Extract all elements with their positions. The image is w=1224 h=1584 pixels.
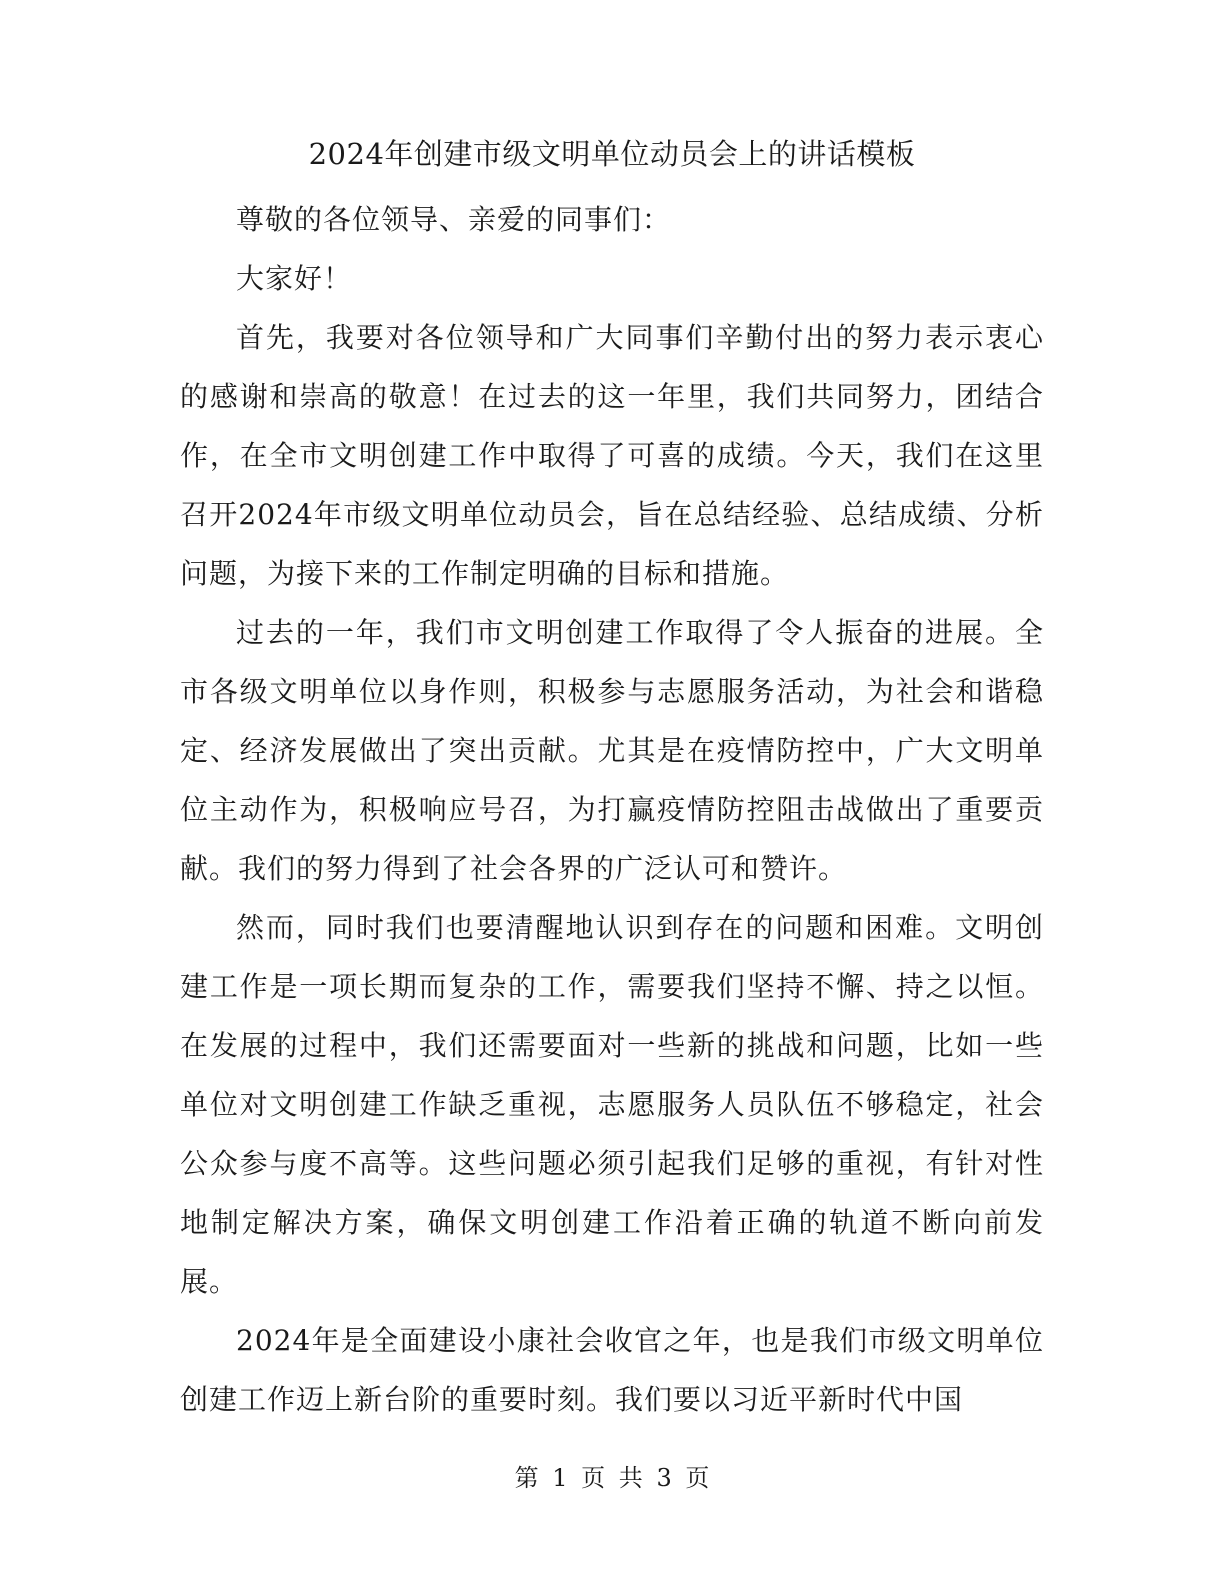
page-footer: 第 1 页 共 3 页 bbox=[514, 1464, 710, 1492]
paragraph-progress: 过去的一年，我们市文明创建工作取得了令人振奋的进展。全市各级文明单位以身作则，积极参与志愿服务活动，为社会和谐稳定、经济发展做出了突出贡献。尤其是在疫情防控中，广大文明单位主动作为，积极响应号召，为打赢疫情防控阻击战做出了重要贡献。我们的努力得到了社会各界的广泛认可和赞许。 bbox=[180, 616, 1044, 885]
document-title: 2024年创建市级文明单位动员会上的讲话模板 bbox=[308, 137, 916, 171]
paragraph-2024-goals: 2024年是全面建设小康社会收官之年，也是我们市级文明单位创建工作迈上新台阶的重要时刻。我们要以习近平新时代中国 bbox=[180, 1324, 1044, 1416]
paragraph-greeting: 大家好！ bbox=[236, 262, 353, 295]
paragraph-thanks: 首先，我要对各位领导和广大同事们辛勤付出的努力表示衷心的感谢和崇高的敬意！在过去的这一年里，我们共同努力，团结合作，在全市文明创建工作中取得了可喜的成绩。今天，我们在这里召开2024年市级文明单位动员会，旨在总结经验、总结成绩、分析问题，为接下来的工作制定明确的目标和措施。 bbox=[180, 321, 1044, 590]
paragraph-salutation: 尊敬的各位领导、亲爱的同事们： bbox=[236, 203, 672, 236]
paragraph-problems: 然而，同时我们也要清醒地认识到存在的问题和困难。文明创建工作是一项长期而复杂的工作，需要我们坚持不懈、持之以恒。在发展的过程中，我们还需要面对一些新的挑战和问题，比如一些单位对文明创建工作缺乏重视，志愿服务人员队伍不够稳定，社会公众参与度不高等。这些问题必须引起我们足够的重视，有针对性地制定解决方案，确保文明创建工作沿着正确的轨道不断向前发展。 bbox=[180, 911, 1044, 1298]
document-body bbox=[180, 190, 1044, 1429]
